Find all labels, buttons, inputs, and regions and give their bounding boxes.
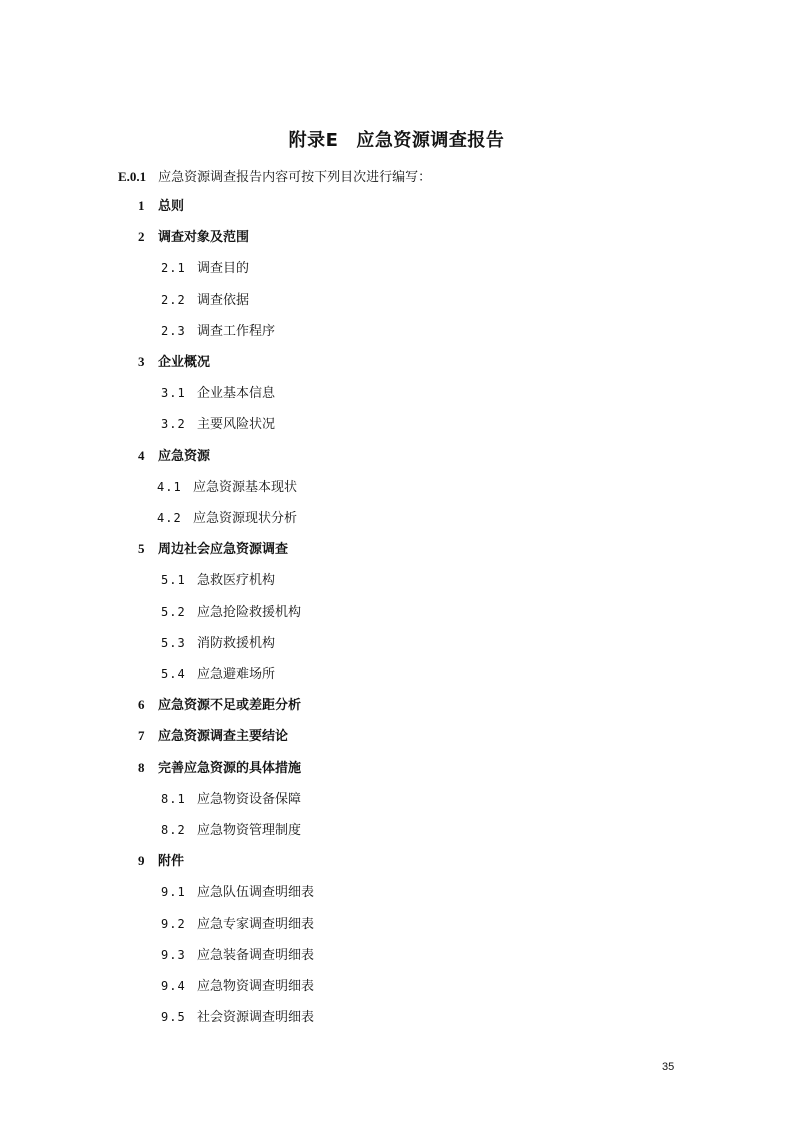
toc-number: 1 [138,198,145,213]
toc-section [157,479,297,496]
toc-text: 主要风险状况 [197,417,276,432]
toc-number: 9 [138,853,145,868]
toc-text: 应急物资调查明细表 [197,979,315,994]
toc-chapter [138,448,210,465]
toc-number: 5 [138,541,145,556]
toc-text: 应急抢险救援机构 [197,605,302,620]
toc-number: 4 [138,448,145,463]
toc-section [161,666,275,683]
appendix-label: 附录E [288,130,339,151]
toc-chapter [138,198,184,215]
toc-chapter [138,728,288,745]
toc-text: 调查依据 [197,293,250,308]
toc-chapter [138,354,210,371]
toc-section [161,884,314,901]
toc-text: 应急资源现状分析 [193,511,298,526]
toc-number: 7 [138,728,145,743]
toc-number: 5.1 [161,573,186,587]
toc-number: 8.2 [161,823,186,837]
toc-section [157,510,297,527]
toc-text: 应急避难场所 [197,667,276,682]
toc-chapter [138,229,249,246]
toc-text: 应急资源不足或差距分析 [158,698,302,713]
toc-section [161,947,314,964]
intro-paragraph [118,166,431,185]
toc-text: 社会资源调查明细表 [197,1010,315,1025]
toc-section [161,791,301,808]
toc-text: 应急队伍调查明细表 [197,885,315,900]
toc-section [161,1009,314,1026]
toc-text: 企业概况 [158,355,211,370]
toc-text: 附件 [158,854,185,869]
clause-number: E.0.1 [118,169,147,184]
page-number: 35 [662,1061,675,1073]
toc-section [161,635,275,652]
toc-number: 3 [138,354,145,369]
appendix-title-text: 应急资源调查报告 [356,130,505,151]
intro-text: 应急资源调查报告内容可按下列目次进行编写： [158,170,432,185]
toc-section [161,323,275,340]
toc-number: 5.3 [161,636,186,650]
toc-chapter [138,697,301,714]
toc-chapter [138,760,301,777]
toc-number: 9.2 [161,917,186,931]
appendix-title [0,126,793,152]
toc-number: 3.1 [161,386,186,400]
toc-number: 2.2 [161,293,186,307]
toc-text: 企业基本信息 [197,386,276,401]
toc-number: 8 [138,760,145,775]
toc-number: 2 [138,229,145,244]
toc-text: 总则 [158,199,185,214]
toc-text: 急救医疗机构 [197,573,276,588]
toc-text: 应急物资管理制度 [197,823,302,838]
toc-section [161,385,275,402]
toc-text: 调查工作程序 [197,324,276,339]
toc-number: 2.1 [161,261,186,275]
toc-number: 4.1 [157,480,182,494]
toc-number: 4.2 [157,511,182,525]
toc-text: 应急物资设备保障 [197,792,302,807]
toc-number: 9.3 [161,948,186,962]
toc-section [161,292,249,309]
toc-text: 调查对象及范围 [158,230,250,245]
toc-number: 5.4 [161,667,186,681]
toc-section [161,822,301,839]
toc-number: 5.2 [161,605,186,619]
toc-text: 周边社会应急资源调查 [158,542,289,557]
toc-text: 调查目的 [197,261,250,276]
toc-number: 3.2 [161,417,186,431]
toc-text: 应急资源基本现状 [193,480,298,495]
toc-number: 8.1 [161,792,186,806]
toc-number: 2.3 [161,324,186,338]
toc-section [161,416,275,433]
toc-text: 应急资源调查主要结论 [158,729,289,744]
toc-section [161,978,314,995]
toc-number: 6 [138,697,145,712]
toc-section [161,260,249,277]
toc-chapter [138,853,184,870]
toc-section [161,916,314,933]
toc-text: 应急装备调查明细表 [197,948,315,963]
toc-number: 9.5 [161,1010,186,1024]
toc-text: 应急资源 [158,449,211,464]
toc-number: 9.4 [161,979,186,993]
toc-text: 完善应急资源的具体措施 [158,761,302,776]
toc-text: 消防救援机构 [197,636,276,651]
toc-number: 9.1 [161,885,186,899]
toc-chapter [138,541,288,558]
toc-section [161,572,275,589]
toc-section [161,604,301,621]
toc-text: 应急专家调查明细表 [197,917,315,932]
